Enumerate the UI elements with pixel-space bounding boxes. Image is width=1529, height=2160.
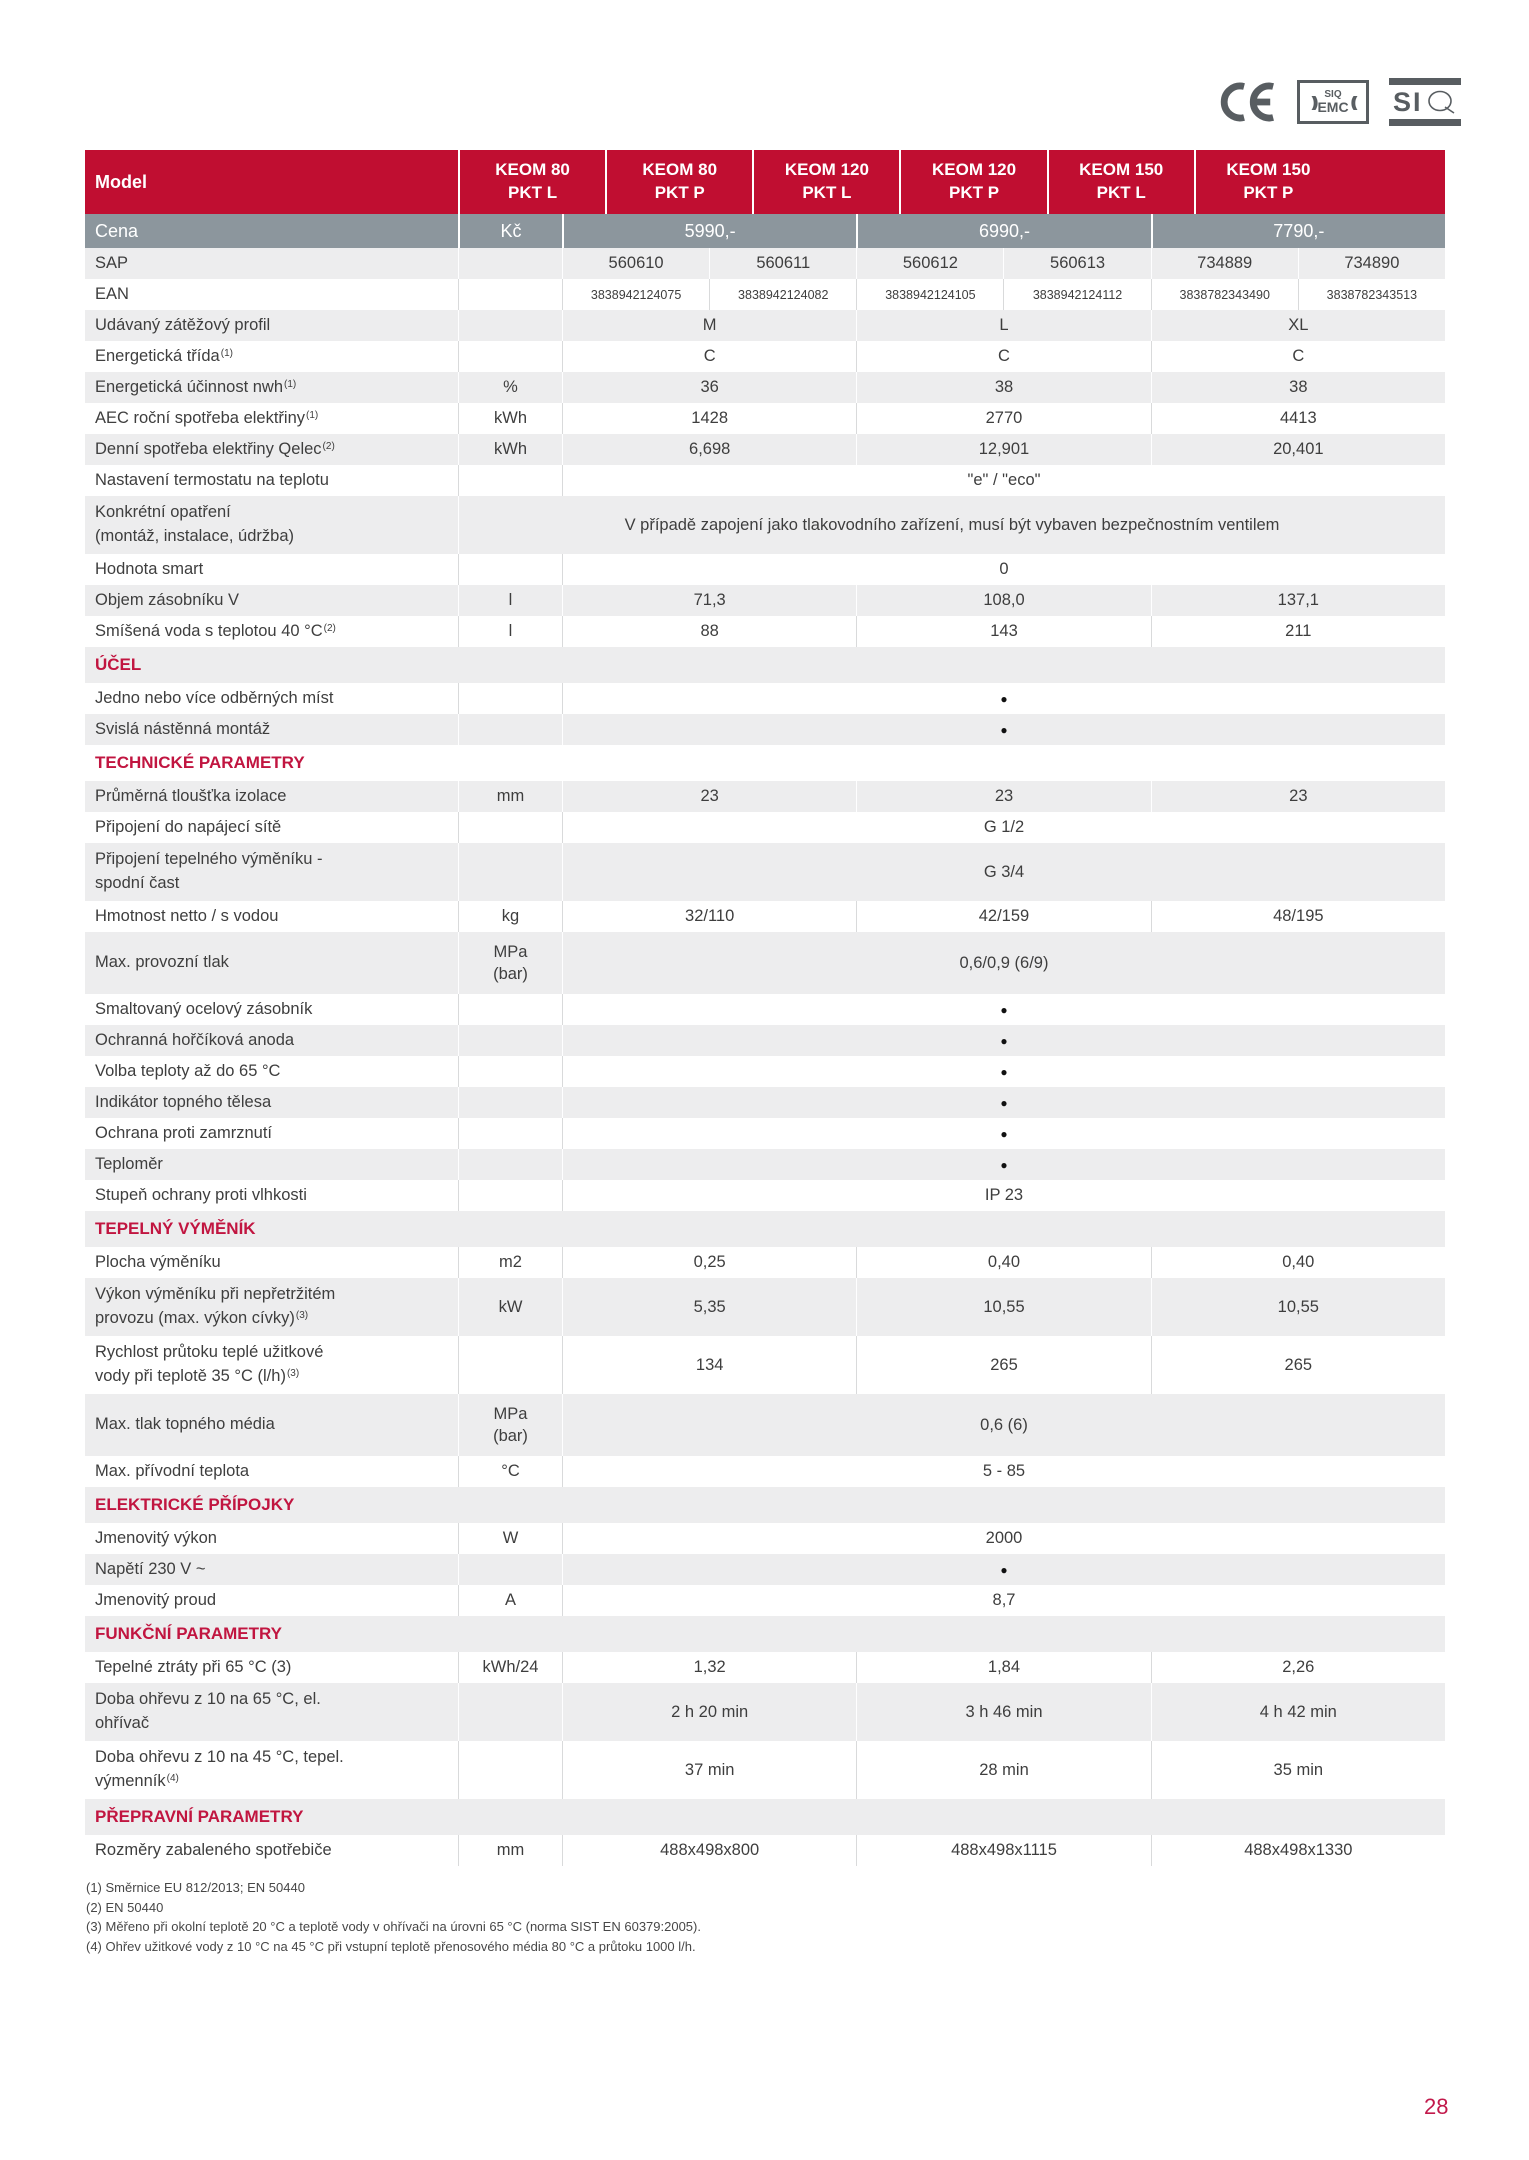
- row-label: Hodnota smart: [95, 559, 204, 578]
- table-row: [85, 1336, 1445, 1394]
- value-cell: 734889: [1151, 248, 1298, 279]
- model-name-line1: KEOM 80: [495, 160, 570, 180]
- value-cell: 134: [562, 1336, 856, 1394]
- unit-cell: kWh: [458, 403, 562, 434]
- value-cell: 488x498x1330: [1151, 1835, 1445, 1866]
- value-cell: 7790,-: [1151, 214, 1445, 248]
- table-row: [85, 781, 1445, 812]
- value-cell: 3838942124082: [709, 279, 856, 310]
- value-cell: 3838942124075: [562, 279, 709, 310]
- value-cell: 2 h 20 min: [562, 1683, 856, 1741]
- row-label: Průměrná tloušťka izolace: [95, 786, 287, 805]
- row-label: EAN: [95, 284, 129, 303]
- unit-cell: [458, 1741, 562, 1799]
- unit-cell: [458, 1180, 562, 1211]
- value-cell: 5,35: [562, 1278, 856, 1336]
- model-name-line1: KEOM 120: [784, 160, 869, 180]
- table-row: [85, 1741, 1445, 1799]
- row-label: Výkon výměníku při nepřetržitém provozu (max. výkon cívky)$^{(3)}$: [95, 1285, 336, 1327]
- unit-cell: W: [458, 1523, 562, 1554]
- row-label: Energetická účinnost nwh$^{(1)}$: [95, 377, 297, 396]
- table-row: [85, 1683, 1445, 1741]
- unit-cell: [458, 279, 562, 310]
- model-name-line2: PKT L: [508, 183, 558, 202]
- value-cell: 143: [856, 616, 1150, 647]
- row-label: Volba teploty až do 65 °C: [95, 1061, 281, 1080]
- value-cell: [562, 1056, 1445, 1087]
- value-cell: L: [856, 310, 1150, 341]
- certification-logos: [1215, 78, 1461, 126]
- value-cell: XL: [1151, 310, 1445, 341]
- row-label: Denní spotřeba elektřiny Qelec$^{(2)}$: [95, 439, 335, 458]
- row-label: Napětí 230 V ~: [95, 1559, 206, 1578]
- value-cell: 36: [562, 372, 856, 403]
- table-row: [85, 279, 1445, 310]
- bullet-dot: ●: [1000, 1126, 1008, 1141]
- value-cell: 0,25: [562, 1247, 856, 1278]
- table-row: [85, 1180, 1445, 1211]
- value-cell: "e" / "eco": [562, 465, 1445, 496]
- footnote: (2) EN 50440: [86, 1899, 164, 1915]
- table-row: [85, 465, 1445, 496]
- unit-cell: mm: [458, 781, 562, 812]
- row-label: Připojení tepelného výměníku - spodní čast: [95, 850, 323, 892]
- value-cell: 6990,-: [856, 214, 1150, 248]
- value-cell: 0: [562, 554, 1445, 585]
- row-label: Jedno nebo více odběrných míst: [95, 688, 334, 707]
- bullet-dot: ●: [1000, 1562, 1008, 1577]
- value-cell: IP 23: [562, 1180, 1445, 1211]
- table-row: [85, 1835, 1445, 1866]
- table-row: [85, 616, 1445, 647]
- unit-cell: [458, 1336, 562, 1394]
- value-cell: 71,3: [562, 585, 856, 616]
- value-cell: 3838942124105: [856, 279, 1003, 310]
- value-cell: [562, 1118, 1445, 1149]
- bullet-dot: ●: [1000, 1002, 1008, 1017]
- ce-mark-icon: [1215, 80, 1277, 124]
- model-name-line2: PKT L: [1096, 183, 1146, 202]
- unit-cell: [458, 1554, 562, 1585]
- unit-cell: [458, 1683, 562, 1741]
- value-cell: 560611: [709, 248, 856, 279]
- model-name-line2: PKT P: [1243, 183, 1294, 202]
- section-row: [85, 1487, 1445, 1523]
- table-row: [85, 932, 1445, 994]
- value-cell: G 1/2: [562, 812, 1445, 843]
- row-label: Připojení do napájecí sítě: [95, 817, 282, 836]
- value-cell: 0,40: [1151, 1247, 1445, 1278]
- value-cell: 23: [562, 781, 856, 812]
- unit-cell: m2: [458, 1247, 562, 1278]
- value-cell: [562, 714, 1445, 745]
- unit-cell: l: [458, 585, 562, 616]
- value-cell: 0,40: [856, 1247, 1150, 1278]
- table-row: [85, 248, 1445, 279]
- model-header-label: Model: [95, 171, 147, 192]
- unit-cell: kW: [458, 1278, 562, 1336]
- unit-cell: kWh: [458, 434, 562, 465]
- row-label: Rychlost průtoku teplé užitkové vody při teplotě 35 °C $(l/h)^{(3)}$: [95, 1343, 324, 1385]
- bullet-dot: ●: [1000, 1064, 1008, 1079]
- table-row: [85, 403, 1445, 434]
- value-cell: 488x498x1115: [856, 1835, 1150, 1866]
- table-row: [85, 341, 1445, 372]
- value-cell: 28 min: [856, 1741, 1150, 1799]
- siq-si-label: SI: [1393, 86, 1423, 117]
- value-cell: C: [1151, 341, 1445, 372]
- section-title: PŘEPRAVNÍ PARAMETRY: [95, 1806, 304, 1826]
- value-cell: 4413: [1151, 403, 1445, 434]
- value-cell: 38: [856, 372, 1150, 403]
- unit-line2: (bar): [493, 965, 528, 983]
- row-label: Konkrétní opatření (montáž, instalace, údržba): [95, 503, 295, 545]
- value-cell: 108,0: [856, 585, 1150, 616]
- footnote: (4) Ohřev užitkové vody z 10 °C na 45 °C při vstupní teplotě přenosového média 80 °C a průtoku 1000 l/h.: [86, 1938, 696, 1954]
- bullet-dot: ●: [1000, 1157, 1008, 1172]
- value-cell: V případě zapojení jako tlakovodního zařízení, musí být vybaven bezpečnostním ventilem: [458, 496, 1445, 554]
- bullet-dot: ●: [1000, 1095, 1008, 1110]
- section-title: ÚČEL: [95, 654, 142, 674]
- value-cell: 88: [562, 616, 856, 647]
- model-name-line2: PKT P: [654, 183, 705, 202]
- table-row: [85, 1056, 1445, 1087]
- row-label: Max. tlak topného média: [95, 1415, 275, 1434]
- value-cell: 265: [856, 1336, 1150, 1394]
- table-row: [85, 1247, 1445, 1278]
- unit-cell: mm: [458, 1835, 562, 1866]
- unit-cell: [458, 554, 562, 585]
- table-row: [85, 1394, 1445, 1456]
- table-row: [85, 1554, 1445, 1585]
- bullet-dot: ●: [1000, 691, 1008, 706]
- table-row: [85, 496, 1445, 554]
- row-label: Cena: [95, 220, 139, 241]
- row-label: Plocha výměníku: [95, 1252, 221, 1271]
- section-title: ELEKTRICKÉ PŘÍPOJKY: [95, 1494, 295, 1514]
- model-header-cell: [1194, 150, 1341, 214]
- unit-cell: [458, 1087, 562, 1118]
- value-cell: [562, 1149, 1445, 1180]
- row-label: Objem zásobníku V: [95, 590, 239, 609]
- unit-cell: [458, 1394, 562, 1456]
- table-row: [85, 310, 1445, 341]
- row-label: Max. přívodní teplota: [95, 1461, 250, 1480]
- value-cell: 8,7: [562, 1585, 1445, 1616]
- value-cell: 5 - 85: [562, 1456, 1445, 1487]
- model-header-cell: [899, 150, 1046, 214]
- value-cell: C: [562, 341, 856, 372]
- section-row: [85, 1799, 1445, 1835]
- unit-cell: [458, 994, 562, 1025]
- section-row: [85, 647, 1445, 683]
- footnotes: [86, 1878, 701, 1956]
- table-row: [85, 1652, 1445, 1683]
- value-cell: 38: [1151, 372, 1445, 403]
- value-cell: 6,698: [562, 434, 856, 465]
- table-header-row: [85, 150, 1445, 214]
- siq-q-outline: [1427, 89, 1457, 115]
- unit-cell: [458, 1149, 562, 1180]
- value-cell: 10,55: [1151, 1278, 1445, 1336]
- emc-arcs-left: )): [1311, 93, 1316, 111]
- bullet-dot: ●: [1000, 1033, 1008, 1048]
- unit-cell: [458, 1118, 562, 1149]
- row-label: Ochrana proti zamrznutí: [95, 1123, 272, 1142]
- value-cell: [562, 1025, 1445, 1056]
- table-row: [85, 1149, 1445, 1180]
- section-title: FUNKČNÍ PARAMETRY: [95, 1623, 282, 1643]
- unit-cell: kWh/24: [458, 1652, 562, 1683]
- value-cell: 35 min: [1151, 1741, 1445, 1799]
- value-cell: 560610: [562, 248, 709, 279]
- model-name-line2: PKT L: [802, 183, 852, 202]
- model-name-line1: KEOM 80: [642, 160, 718, 180]
- unit-cell: [458, 812, 562, 843]
- value-cell: 734890: [1298, 248, 1445, 279]
- emc-siq-label: SIQ: [1324, 89, 1342, 100]
- row-label: Doba ohřevu z 10 na 65 °C, el. ohřívač: [95, 1690, 321, 1732]
- row-label: Energetická třída$^{(1)}$: [95, 346, 233, 365]
- table-row: [85, 683, 1445, 714]
- model-name-line1: KEOM 150: [1079, 160, 1164, 180]
- unit-line2: (bar): [493, 1427, 528, 1445]
- table-row: [85, 1087, 1445, 1118]
- row-label: Jmenovitý proud: [95, 1590, 217, 1609]
- table-row: [85, 1585, 1445, 1616]
- unit-cell: [458, 714, 562, 745]
- row-label: Jmenovitý výkon: [95, 1528, 217, 1547]
- unit-cell: l: [458, 616, 562, 647]
- row-label: Tepelné ztráty při 65 °C (3): [95, 1657, 292, 1676]
- value-cell: 48/195: [1151, 901, 1445, 932]
- row-label: Svislá nástěnná montáž: [95, 719, 271, 738]
- siq-emc-mark-icon: [1297, 80, 1369, 124]
- value-cell: 4 h 42 min: [1151, 1683, 1445, 1741]
- table-row: [85, 843, 1445, 901]
- table-row: [85, 994, 1445, 1025]
- value-cell: 5990,-: [562, 214, 856, 248]
- model-name-line2: PKT P: [949, 183, 1000, 202]
- siq-mark-icon: [1389, 78, 1461, 126]
- value-cell: 3838782343513: [1298, 279, 1445, 310]
- value-cell: 23: [856, 781, 1150, 812]
- row-label: Smaltovaný ocelový zásobník: [95, 999, 313, 1018]
- table-row: [85, 1523, 1445, 1554]
- unit-cell: [458, 341, 562, 372]
- value-cell: 3838782343490: [1151, 279, 1298, 310]
- table-row: [85, 901, 1445, 932]
- unit-cell: [458, 248, 562, 279]
- value-cell: 1,84: [856, 1652, 1150, 1683]
- value-cell: 2770: [856, 403, 1150, 434]
- row-label: Smíšená voda s teplotou 40 $^\circ C^{(2)}$: [95, 621, 336, 640]
- emc-emc-label: EMC: [1317, 99, 1349, 115]
- row-label: Ochranná hořčíková anoda: [95, 1030, 295, 1049]
- unit-line1: MPa: [493, 1404, 528, 1423]
- footnote: (1) Směrnice EU 812/2013; EN 50440: [86, 1880, 305, 1895]
- value-cell: 37 min: [562, 1741, 856, 1799]
- value-cell: M: [562, 310, 856, 341]
- value-cell: 137,1: [1151, 585, 1445, 616]
- value-cell: 2,26: [1151, 1652, 1445, 1683]
- unit-cell: A: [458, 1585, 562, 1616]
- bullet-dot: ●: [1000, 722, 1008, 737]
- value-cell: 1,32: [562, 1652, 856, 1683]
- table-row: [85, 554, 1445, 585]
- value-cell: 42/159: [856, 901, 1150, 932]
- row-label: Udávaný zátěžový profil: [95, 315, 271, 334]
- row-label: Stupeň ochrany proti vlhkosti: [95, 1185, 307, 1204]
- table-row: [85, 1118, 1445, 1149]
- value-cell: 1428: [562, 403, 856, 434]
- table-row: [85, 1278, 1445, 1336]
- row-label: Nastavení termostatu na teplotu: [95, 470, 329, 489]
- unit-cell: kg: [458, 901, 562, 932]
- value-cell: 265: [1151, 1336, 1445, 1394]
- value-cell: 211: [1151, 616, 1445, 647]
- value-cell: [562, 683, 1445, 714]
- section-title: TEPELNÝ VÝMĚNÍK: [95, 1218, 256, 1238]
- value-cell: 20,401: [1151, 434, 1445, 465]
- value-cell: 2000: [562, 1523, 1445, 1554]
- value-cell: 0,6 (6): [562, 1394, 1445, 1456]
- model-name-line1: KEOM 150: [1226, 160, 1311, 180]
- table-row: [85, 1456, 1445, 1487]
- value-cell: 560612: [856, 248, 1003, 279]
- value-cell: G 3/4: [562, 843, 1445, 901]
- model-header-cell: [605, 150, 752, 214]
- value-cell: 0,6/0,9 (6/9): [562, 932, 1445, 994]
- value-cell: [562, 1554, 1445, 1585]
- row-label: Teploměr: [95, 1154, 163, 1173]
- value-cell: [562, 1087, 1445, 1118]
- section-row: [85, 1616, 1445, 1652]
- row-label: Doba ohřevu z 10 na 45 °C, tepel. výmenník$^{(4)}$: [95, 1748, 344, 1790]
- row-label: Hmotnost netto / s vodou: [95, 906, 279, 925]
- model-header-cell: [1047, 150, 1194, 214]
- emc-arcs-right: ((: [1350, 93, 1355, 111]
- unit-cell: Kč: [458, 214, 562, 248]
- table-row: [85, 812, 1445, 843]
- value-cell: 12,901: [856, 434, 1150, 465]
- unit-cell: [458, 932, 562, 994]
- table-row: [85, 585, 1445, 616]
- row-label: AEC roční spotřeba elektřiny$^{(1)}$: [95, 408, 319, 427]
- value-cell: 560613: [1003, 248, 1150, 279]
- table-row: [85, 1025, 1445, 1056]
- model-header-cell: [752, 150, 899, 214]
- table-row: [85, 714, 1445, 745]
- unit-cell: [458, 683, 562, 714]
- unit-cell: °C: [458, 1456, 562, 1487]
- value-cell: 23: [1151, 781, 1445, 812]
- table-row: [85, 372, 1445, 403]
- section-title: TECHNICKÉ PARAMETRY: [95, 752, 305, 772]
- model-name-line1: KEOM 120: [932, 160, 1017, 180]
- unit-cell: [458, 843, 562, 901]
- table-row: [85, 434, 1445, 465]
- row-label: Indikátor topného tělesa: [95, 1092, 272, 1111]
- row-label: Max. provozní tlak: [95, 953, 229, 972]
- value-cell: 488x498x800: [562, 1835, 856, 1866]
- row-label: Rozměry zabaleného spotřebiče: [95, 1840, 332, 1859]
- unit-cell: [458, 1025, 562, 1056]
- footnote: (3) Měřeno při okolní teplotě 20 °C a teplotě vody v ohřívači na úrovni 65 °C (norma SIST EN 60379:2005).: [86, 1919, 701, 1934]
- unit-cell: %: [458, 372, 562, 403]
- value-cell: [562, 994, 1445, 1025]
- page-number: 28: [1424, 2094, 1449, 2119]
- spec-table: [85, 150, 1445, 1866]
- row-label: SAP: [95, 253, 129, 272]
- section-row: [85, 745, 1445, 781]
- price-row: [85, 214, 1445, 248]
- value-cell: C: [856, 341, 1150, 372]
- unit-line1: MPa: [493, 942, 528, 961]
- section-row: [85, 1211, 1445, 1247]
- unit-cell: [458, 465, 562, 496]
- unit-cell: [458, 310, 562, 341]
- unit-cell: [458, 1056, 562, 1087]
- value-cell: 3838942124112: [1003, 279, 1150, 310]
- model-header-cell: [458, 150, 605, 214]
- value-cell: 3 h 46 min: [856, 1683, 1150, 1741]
- value-cell: 32/110: [562, 901, 856, 932]
- value-cell: 10,55: [856, 1278, 1150, 1336]
